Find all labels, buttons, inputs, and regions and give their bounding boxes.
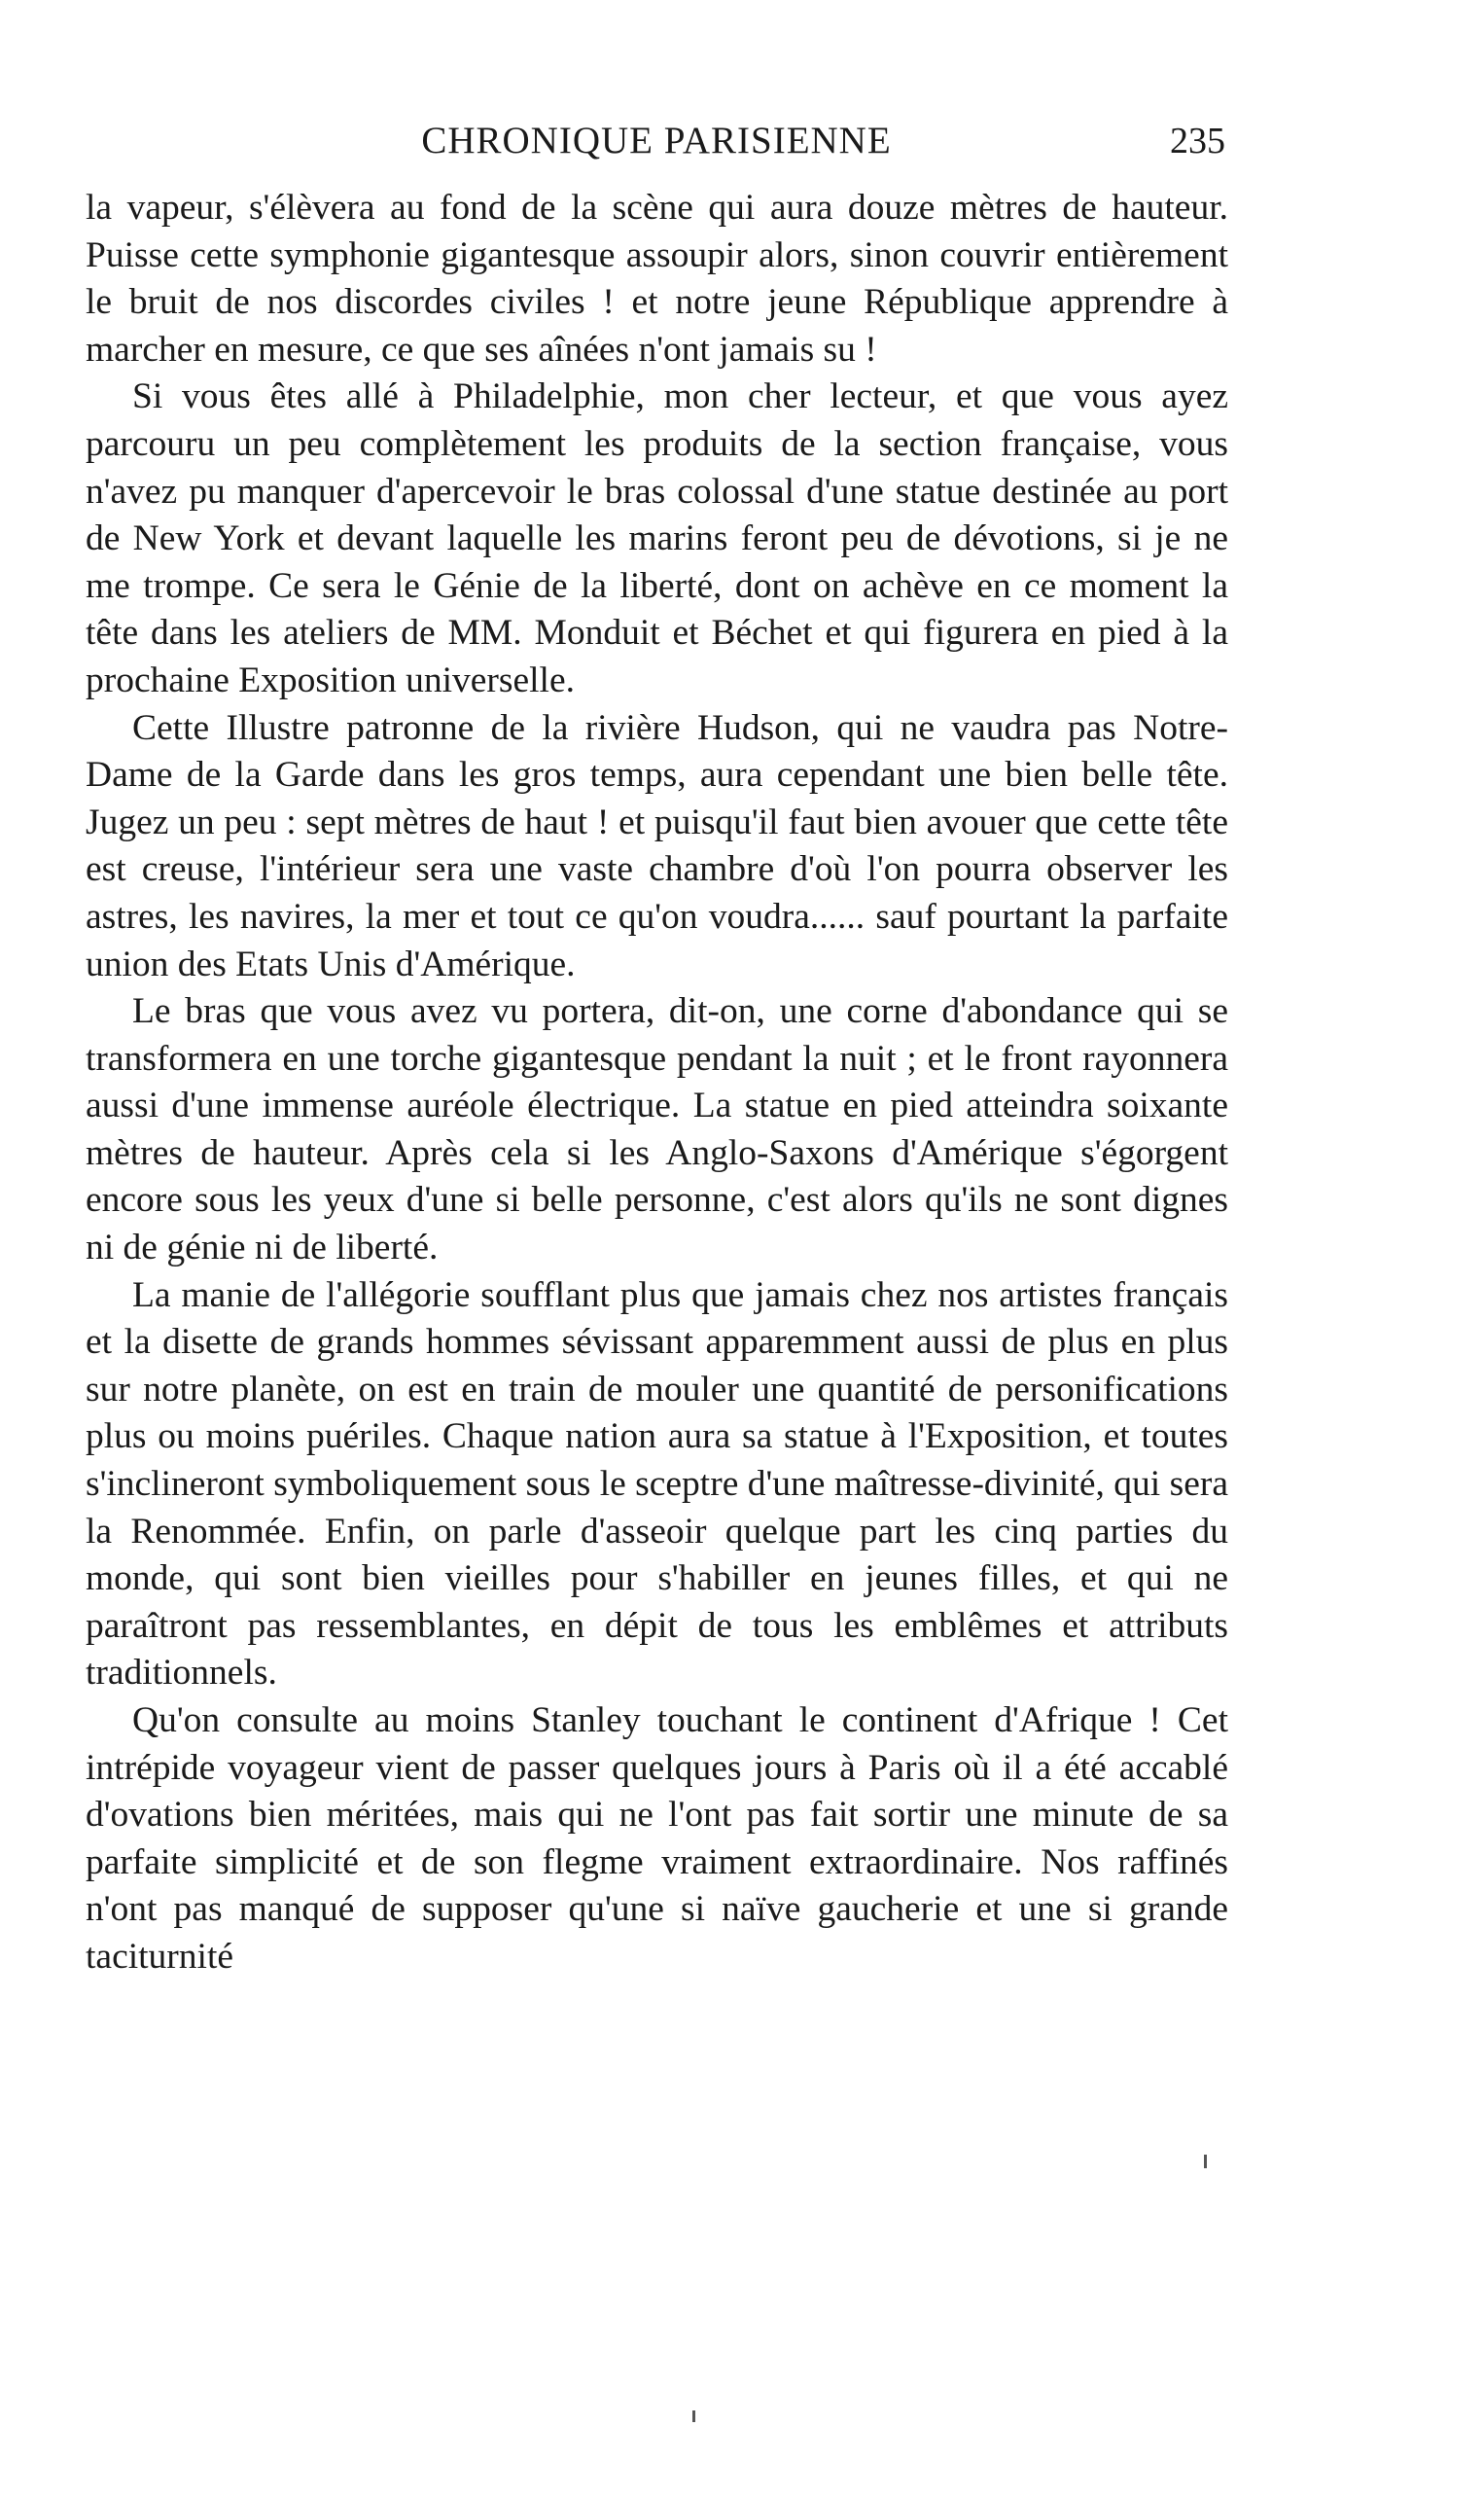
scan-mark [692, 2410, 695, 2422]
paragraph: la vapeur, s'élèvera au fond de la scène qui aura douze mètres de hauteur. Puisse cette symphonie gigantesque assoupir alors, sinon couvrir entièrement le bruit de nos discordes civiles ! et notre jeune République apprendre à marcher en mesure, ce que ses aînées n'ont jamais su ! [86, 188, 1228, 370]
running-title: CHRONIQUE PARISIENNE [421, 120, 892, 161]
paragraph: Le bras que vous avez vu portera, dit-on, une corne d'abondance qui se transformera en une torche gigantesque pendant la nuit ; et le front rayonnera aussi d'une immense auréole électrique. La statue en pied atteindra soixante mètres de hauteur. Après cela si les Anglo-Saxons d'Amérique s'égorgent encore sous les yeux d'une si belle personne, c'est alors qu'ils ne sont dignes ni de génie ni de liberté. [86, 991, 1228, 1268]
paragraph: La manie de l'allégorie soufflant plus que jamais chez nos artistes français et la disette de grands hommes sévissant apparemment aussi de plus en plus sur notre planète, on est en train de mouler une quantité de personifications plus ou moins puériles. Chaque nation aura sa statue à l'Exposition, et toutes s'inclineront symboliquement sous le sceptre d'une maîtresse-divinité, qui sera la Renommée. Enfin, on parle d'asseoir quelque part les cinq parties du monde, qui sont bien vieilles pour s'habiller en jeunes filles, et qui ne paraîtront pas ressemblantes, en dépit de tous les emblêmes et attributs traditionnels. [86, 1274, 1228, 1694]
body-text [86, 185, 1228, 1981]
paragraph: Cette Illustre patronne de la rivière Hudson, qui ne vaudra pas Notre-Dame de la Garde dans les gros temps, aura cependant une bien belle tête. Jugez un peu : sept mètres de haut ! et puisqu'il faut bien avouer que cette tête est creuse, l'intérieur sera une vaste chambre d'où l'on pourra observer les astres, les navires, la mer et tout ce qu'on voudra...... sauf pourtant la parfaite union des Etats Unis d'Amérique. [86, 707, 1228, 984]
page-number: 235 [1170, 121, 1225, 161]
paragraph: Qu'on consulte au moins Stanley touchant le continent d'Afrique ! Cet intrépide voyageur vient de passer quelques jours à Paris où il a été accablé d'ovations bien méritées, mais qui ne l'ont pas fait sortir une minute de sa parfaite simplicité et de son flegme vraiment extraordinaire. Nos raffinés n'ont pas manqué de supposer qu'une si naïve gaucherie et une si grande taciturnité [86, 1700, 1228, 1977]
scan-mark [1204, 2155, 1207, 2168]
paragraph: Si vous êtes allé à Philadelphie, mon cher lecteur, et que vous ayez parcouru un peu complètement les produits de la section française, vous n'avez pu manquer d'apercevoir le bras colossal d'une statue destinée au port de New York et devant laquelle les marins feront peu de dévotions, si je ne me trompe. Ce sera le Génie de la liberté, dont on achève en ce moment la tête dans les ateliers de MM. Monduit et Béchet et qui figurera en pied à la prochaine Exposition universelle. [86, 376, 1228, 700]
running-header [88, 119, 1225, 163]
